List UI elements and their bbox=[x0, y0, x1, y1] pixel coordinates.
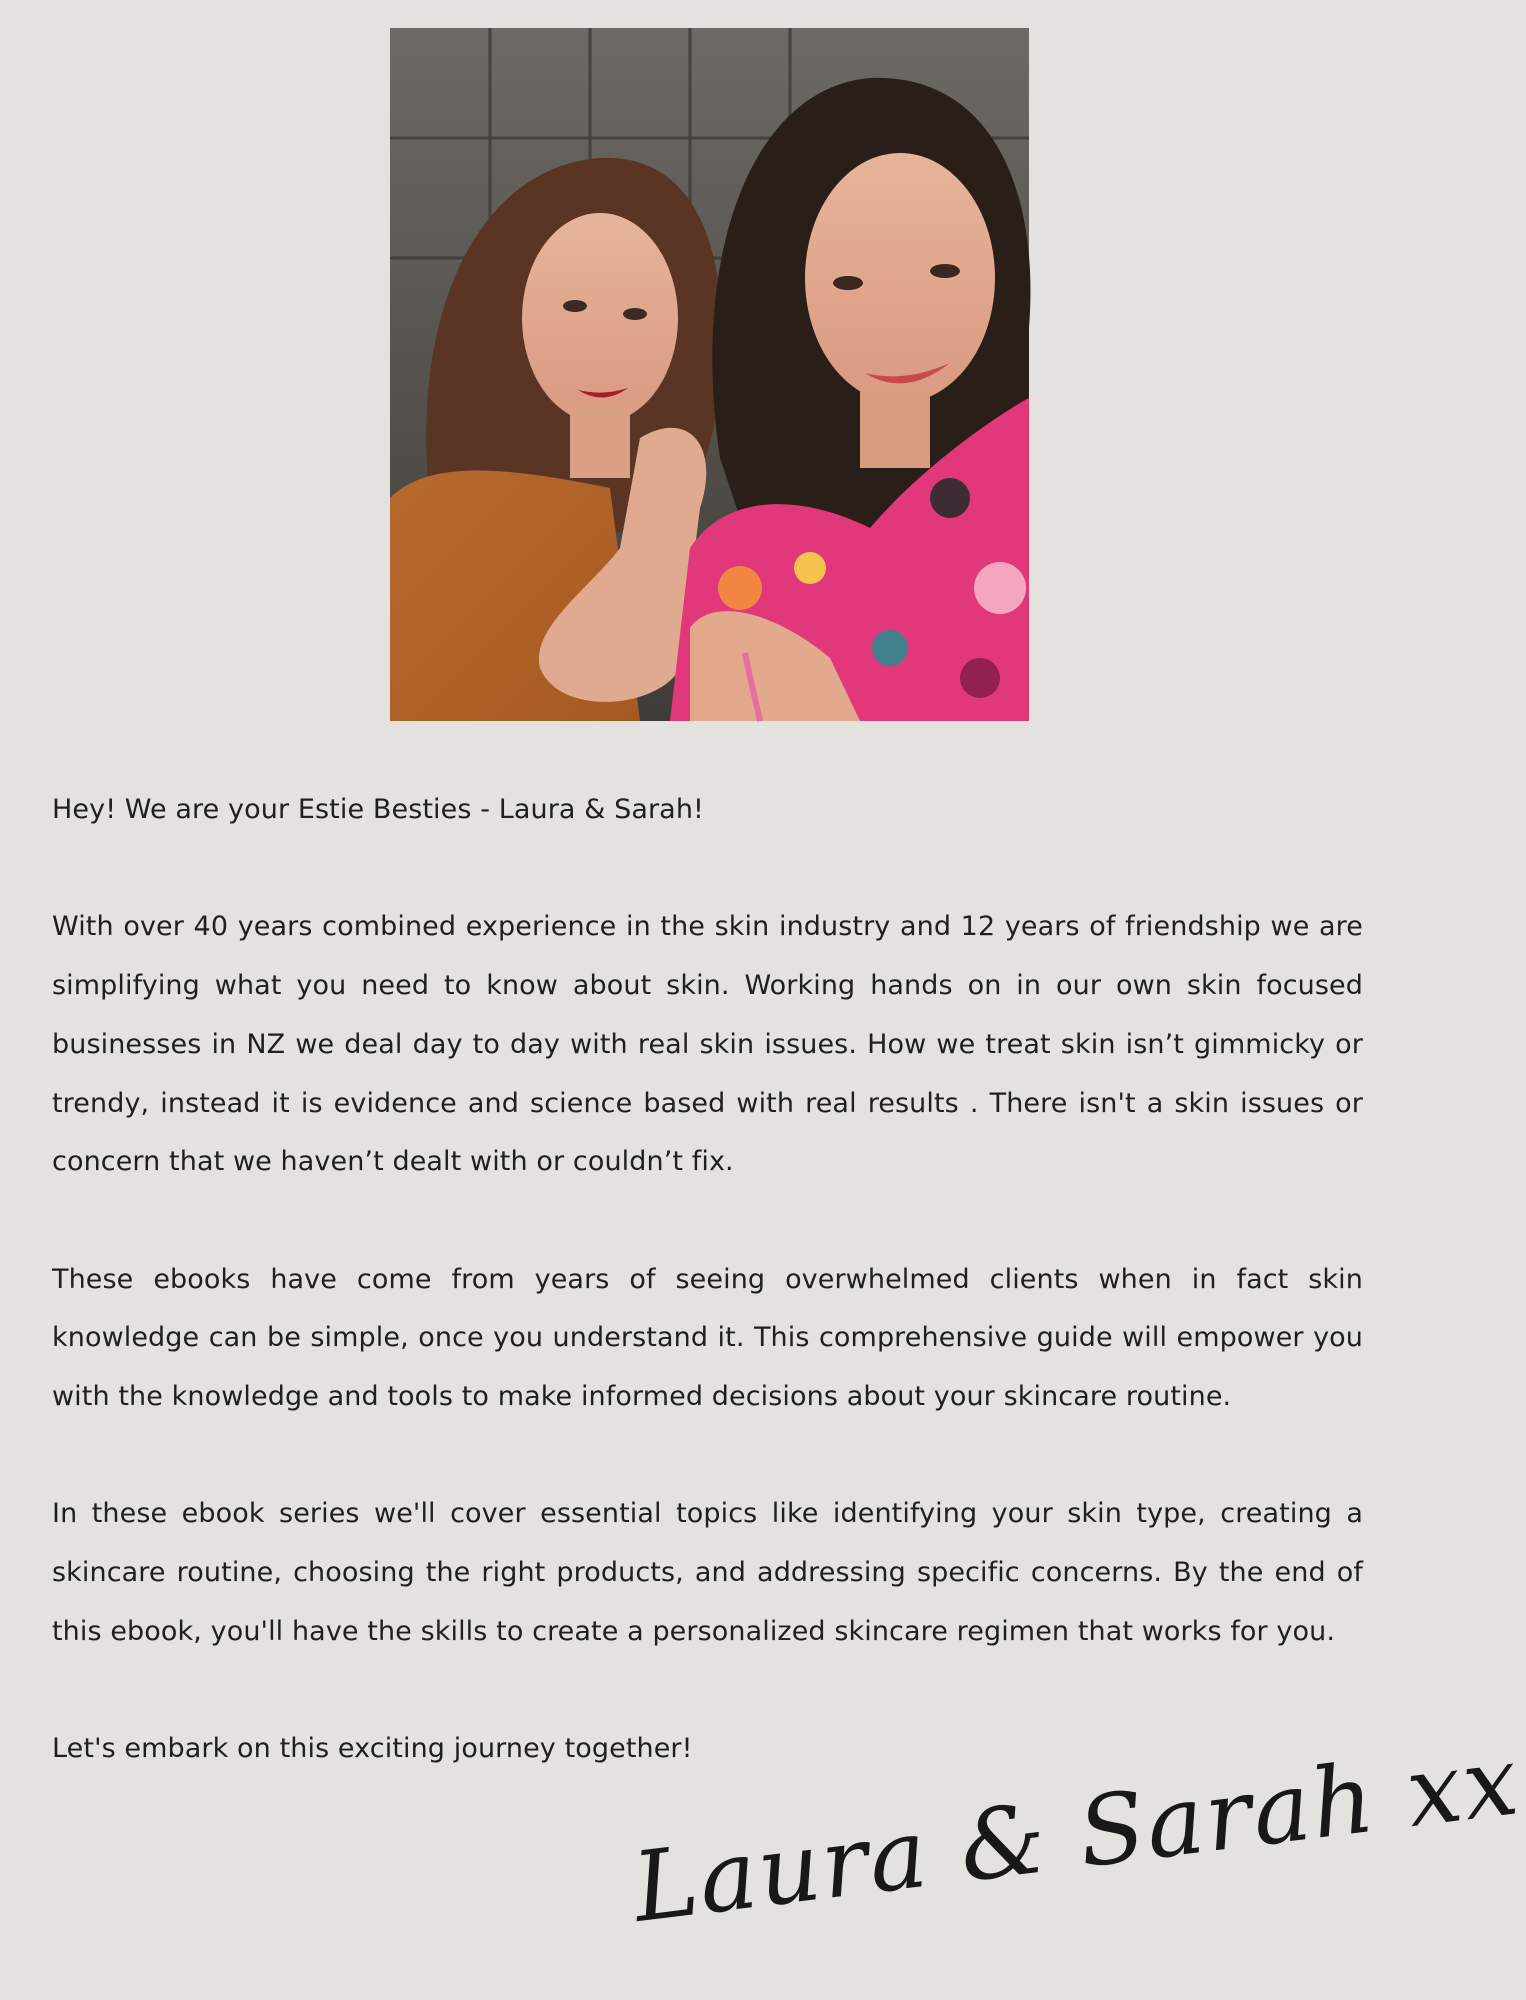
paragraph-ebooks: These ebooks have come from years of seeing overwhelmed clients when in fact skin knowledge can be simple, once you understand it. This comprehensive guide will empower you with the knowledge and tools to make informed decisions about your skincare routine. bbox=[52, 1263, 1363, 1412]
authors-photo bbox=[390, 28, 1029, 721]
authors-photo-illustration bbox=[390, 28, 1029, 721]
signature: Laura & Sarah xx bbox=[627, 1724, 1526, 1944]
paragraph-series: In these ebook series we'll cover essential topics like identifying your skin type, creating a skincare routine, choosing the right products, and addressing specific concerns. By the end of this ebook, you'll have the skills to create a personalized skincare regimen that works for you. bbox=[52, 1498, 1363, 1647]
closing-line: Let's embark on this exciting journey together! bbox=[52, 1733, 693, 1765]
intro-text bbox=[52, 781, 1363, 1779]
greeting: Hey! We are your Estie Besties - Laura & Sarah! bbox=[52, 794, 704, 825]
paragraph-experience: With over 40 years combined experience in the skin industry and 12 years of friendship we are simplifying what you need to know about skin. Working hands on in our own skin focused businesses in NZ we deal day to day with real skin issues. How we treat skin isn’t gimmicky or trendy, instead it is evidence and science based with real results . There isn't a skin issues or concern that we haven’t dealt with or couldn’t fix. bbox=[52, 911, 1363, 1178]
